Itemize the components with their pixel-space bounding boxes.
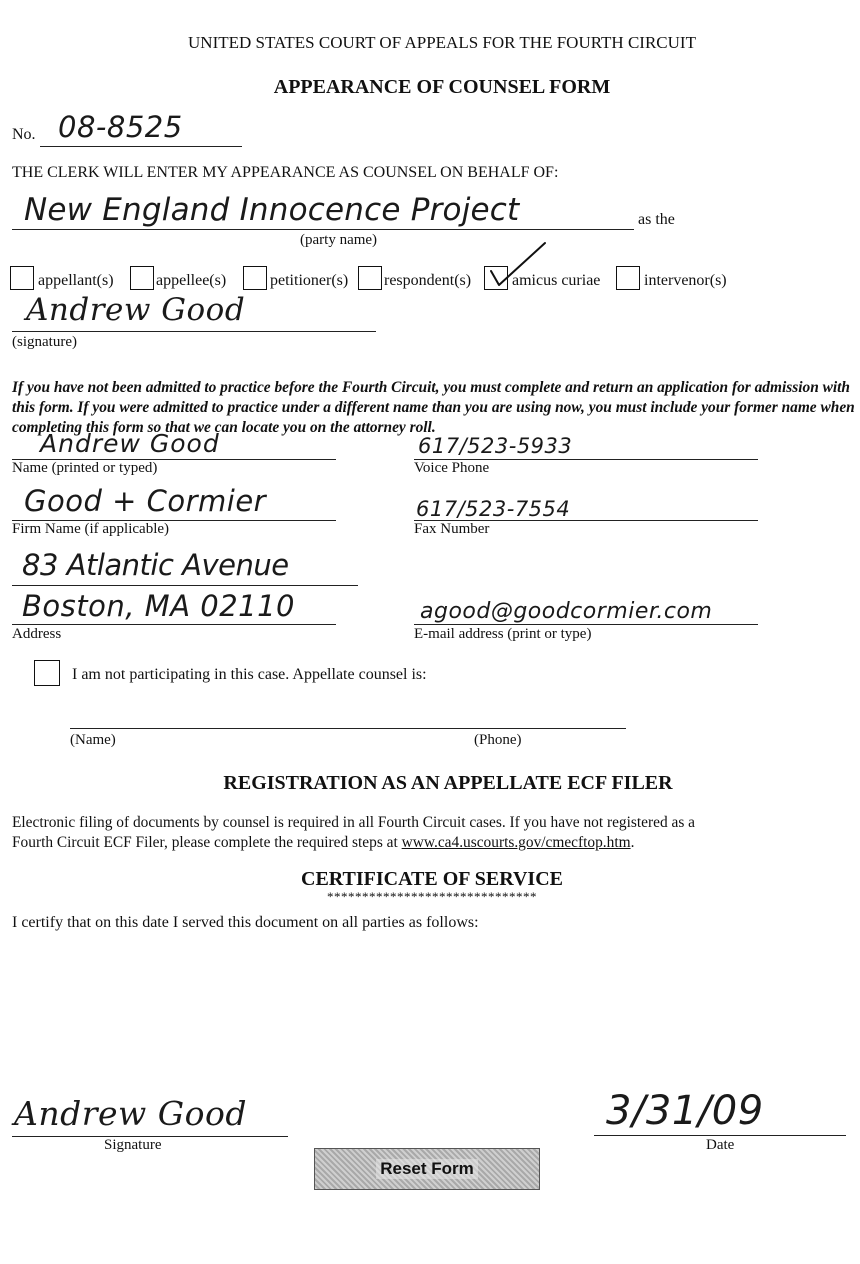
- fax-number-label: Fax Number: [414, 521, 490, 537]
- case-no-input[interactable]: 08-8525: [58, 110, 183, 144]
- ecf-link[interactable]: www.ca4.uscourts.gov/cmecftop.htm: [401, 834, 631, 851]
- petitioner-label: petitioner(s): [270, 272, 349, 289]
- date-input[interactable]: 3/31/09: [606, 1088, 764, 1134]
- as-the-label: as the: [638, 211, 675, 228]
- bottom-signature-input[interactable]: Andrew Good: [14, 1094, 247, 1133]
- name-input[interactable]: Andrew Good: [40, 429, 220, 458]
- email-input[interactable]: agood@goodcormier.com: [420, 599, 713, 624]
- certificate-stars: ******************************: [327, 889, 537, 904]
- court-name: UNITED STATES COURT OF APPEALS FOR THE FOURTH CIRCUIT: [188, 33, 696, 52]
- admission-note: If you have not been admitted to practice before the Fourth Circuit, you must complete and return an application for admission with this form. If you were admitted to practice under a different name than you are using now, you must include your former name when completing this form so that we can locate you on the attorney roll.: [12, 379, 855, 436]
- appellant-label: appellant(s): [38, 272, 114, 289]
- firm-name-label: Firm Name (if applicable): [12, 521, 170, 537]
- date-label: Date: [706, 1137, 735, 1153]
- email-label: E-mail address (print or type): [414, 626, 592, 642]
- reset-form-button[interactable]: [314, 1148, 540, 1190]
- voice-phone-input[interactable]: 617/523-5933: [418, 434, 573, 458]
- respondent-checkbox[interactable]: [358, 266, 382, 290]
- amicus-curiae-label: amicus curiae: [512, 272, 601, 289]
- address-label: Address: [12, 626, 62, 642]
- reset-form-label: Reset Form: [376, 1159, 478, 1179]
- certificate-text: I certify that on this date I served this document on all parties as follows:: [12, 914, 479, 931]
- petitioner-checkbox[interactable]: [243, 266, 267, 290]
- respondent-label: respondent(s): [384, 272, 472, 289]
- signature-caption: (signature): [12, 334, 77, 350]
- not-participating-label: I am not participating in this case. Appellate counsel is:: [72, 666, 427, 683]
- address-line1-input[interactable]: 83 Atlantic Avenue: [22, 548, 289, 582]
- appellee-label: appellee(s): [156, 272, 227, 289]
- ecf-text-line1: Electronic filing of documents by counsel is required in all Fourth Circuit cases. If you have not registered as a: [12, 814, 695, 831]
- intervenor-checkbox[interactable]: [616, 266, 640, 290]
- firm-name-input[interactable]: Good + Cormier: [24, 484, 267, 518]
- form-title: APPEARANCE OF COUNSEL FORM: [273, 76, 611, 98]
- appellate-name-caption: (Name): [70, 732, 116, 748]
- name-label: Name (printed or typed): [12, 460, 158, 476]
- certificate-heading: CERTIFICATE OF SERVICE: [301, 868, 563, 890]
- party-name-caption: (party name): [300, 232, 378, 248]
- appearance-instruction: THE CLERK WILL ENTER MY APPEARANCE AS COUNSEL ON BEHALF OF:: [12, 164, 559, 181]
- ecf-heading: REGISTRATION AS AN APPELLATE ECF FILER: [223, 772, 673, 794]
- case-no-label: No.: [12, 126, 36, 143]
- fax-number-input[interactable]: 617/523-7554: [416, 497, 571, 521]
- appellant-checkbox[interactable]: [10, 266, 34, 290]
- ecf-text-line2: Fourth Circuit ECF Filer, please complete the required steps at www.ca4.uscourts.gov/cmecftop.htm.: [12, 834, 635, 851]
- voice-phone-label: Voice Phone: [414, 460, 490, 476]
- party-name-input[interactable]: New England Innocence Project: [24, 192, 520, 228]
- appellee-checkbox[interactable]: [130, 266, 154, 290]
- bottom-signature-label: Signature: [104, 1137, 162, 1153]
- intervenor-label: intervenor(s): [644, 272, 727, 289]
- address-line2-input[interactable]: Boston, MA 02110: [22, 589, 296, 623]
- amicus-curiae-checkbox[interactable]: [484, 266, 508, 290]
- signature-top-input[interactable]: Andrew Good: [26, 292, 246, 328]
- ecf-text: [12, 813, 858, 853]
- appellate-phone-caption: (Phone): [474, 732, 522, 748]
- not-participating-checkbox[interactable]: [34, 660, 60, 686]
